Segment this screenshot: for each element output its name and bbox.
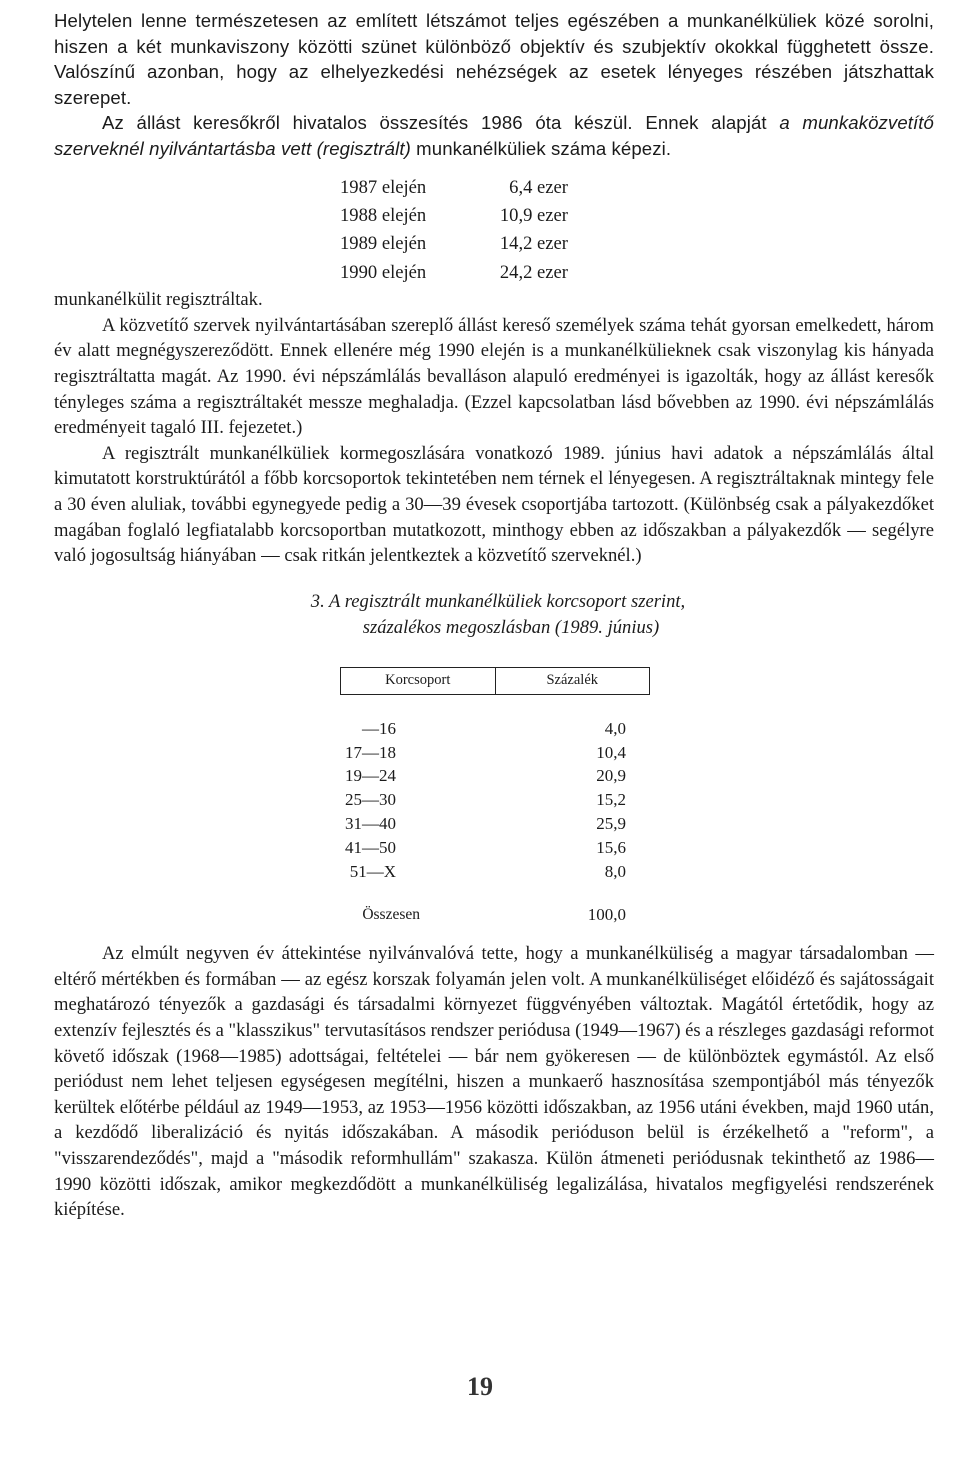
percent-cell: 15,6 <box>596 837 626 857</box>
list-item <box>340 230 934 258</box>
total-value: 100,0 <box>587 905 626 925</box>
year-value: 10,9 ezer <box>499 204 568 226</box>
list-item <box>340 174 934 202</box>
year-value: 6,4 ezer <box>509 176 568 198</box>
total-label: Összesen <box>362 906 420 924</box>
list-continuation-text: munkanélkülit regisztráltak. <box>54 289 263 311</box>
paragraph-intro-1: Helytelen lenne természetesen az említett létszámot teljes egészében a munkanélküliek közé sorolni, hiszen a két munkaviszony közötti szünet különböző objektív és szubjektív okokkal függhetett össze. Valószínű azonban, hogy az elhelyezkedési nehézségek az esetek lényeges részében játszhattak szerepet. <box>54 10 934 108</box>
year-label: 1988 elején <box>340 204 427 226</box>
percent-cell: 8,0 <box>604 861 626 881</box>
table-row <box>340 764 650 788</box>
age-group-table <box>340 667 650 928</box>
paragraph-forty-years-overview: Az elmúlt negyven év áttekintése nyilvánvalóvá tette, hogy a munkanélküliség a magyar társadalomban — eltérő mértékben és formában — az egész korszak folyamán jelen volt. A munkanélküliséget előidéző és sajátosságait meghatározó tényezők a gazdasági és társadalmi környezet függvényében változtak. Magától értetődik, hogy az extenzív fejlesztés és a "klasszikus" tervutasításos rendszer periódusa (1949—1967) és a részleges gazdasági reformot követő időszak (1968—1985) adottságai, feltételei — bár nem gyökeresen — de különböztek egymástól. Az első periódust nem lehet teljesen egységesen megítélni, hiszen a munkaerő hasznosítása szempontjából más tényezők kerültek előtérbe például az 1949—1953, az 1953—1956 közötti időszakban, az 1956 utáni években, majd 1960 után, a kezdődő liberalizáció és nyitás időszakában. A második perióduson belül is érzékelhető a "reform", a "visszarendeződés", majd a "második reformhullám" szakasza. Külön átmeneti periódusnak tekinthető az 1986—1990 közötti időszak, amikor megkezdődött a munkanélküliség legalizálása, hivatalos megfigyelési rendszerének kiépítése. <box>54 943 934 1221</box>
age-group-cell: —16 <box>362 718 396 738</box>
column-header-percent: Százalék <box>495 668 650 694</box>
age-group-cell: 51—X <box>349 861 396 881</box>
paragraph-intro-2-text: Az állást keresőkről hivatalos összesítés 1986 óta készül. Ennek alapját <box>102 112 767 134</box>
list-item <box>340 259 934 287</box>
age-group-cell: 31—40 <box>345 813 396 833</box>
yearly-registered-list <box>340 174 934 288</box>
document-page <box>54 8 934 1223</box>
paragraph-registered-growth: A közvetítő szervek nyilvántartásában szereplő állást kereső személyek száma tehát gyorsan emelkedett, három év alatt megnégyszereződött. Ennek ellenére még 1990 elején is a munkanélkülieknek csak viszonylag kis hányada regisztráltatta magát. Az 1990. évi népszámlálás bevalláson alapuló eredményei is igazolták, hogy az állást keresők tényleges száma a regisztráltakét messze meghaladja. (Ezzel kapcsolatban lásd bővebben az 1990. évi népszámlálás eredményeit tagaló III. fejezetet.) <box>54 314 934 439</box>
column-header-age-group: Korcsoport <box>385 672 451 689</box>
age-group-cell: 41—50 <box>345 837 396 857</box>
age-group-cell: 25—30 <box>345 790 396 810</box>
percent-cell: 4,0 <box>604 718 626 738</box>
paragraph-intro-2-end: munkanélküliek száma képezi. <box>416 137 672 159</box>
table-caption-line-2: százalékos megoszlásban (1989. június) <box>362 616 660 638</box>
table-row <box>340 788 650 812</box>
table-body <box>340 717 650 884</box>
year-label: 1987 elején <box>340 176 427 198</box>
table-row <box>340 741 650 765</box>
table-total-row <box>340 903 650 927</box>
table-row <box>340 860 650 884</box>
year-label: 1989 elején <box>340 233 427 255</box>
table-row <box>340 836 650 860</box>
paragraph-intro-2-italic: a munkaközvetítő szerveknél nyilvántartásba vett (regisztrált) <box>54 112 935 159</box>
year-value: 14,2 ezer <box>499 233 568 255</box>
paragraph-intro-2 <box>54 110 934 161</box>
table-header <box>340 667 650 695</box>
paragraph-age-distribution: A regisztrált munkanélküliek kormegoszlására vonatkozó 1989. június havi adatok a népszámlálás által kimutatott korstruktúrától a főbb korcsoportok tekintetében nem térnek el lényegesen. A regisztráltaknak mintegy fele a 30 éven aluliak, további egynegyede pedig a 30—39 évesek csoportjába tartozott. (Különbség csak a pályakezdőket magában foglaló legfiatalabb korcsoportban mutatkozott, minthogy ebben az időszakban a pályakezdők — segélyre való jogosultság hiányában — csak ritkán jelentkeztek a közvetítő szerveknél.) <box>54 442 934 567</box>
percent-cell: 20,9 <box>596 766 626 786</box>
table-row <box>340 717 650 741</box>
age-group-cell: 19—24 <box>345 766 396 786</box>
percent-cell: 15,2 <box>596 790 626 810</box>
percent-cell: 10,4 <box>596 742 626 762</box>
table-caption-line-1: 3. A regisztrált munkanélküliek korcsoport szerint, <box>310 590 686 612</box>
age-group-cell: 17—18 <box>345 742 396 762</box>
year-value: 24,2 ezer <box>499 261 568 283</box>
table-caption <box>54 589 934 641</box>
percent-cell: 25,9 <box>596 813 626 833</box>
table-row <box>340 812 650 836</box>
list-item <box>340 202 934 230</box>
page-number: 19 <box>467 1372 493 1401</box>
year-label: 1990 elején <box>340 261 427 283</box>
